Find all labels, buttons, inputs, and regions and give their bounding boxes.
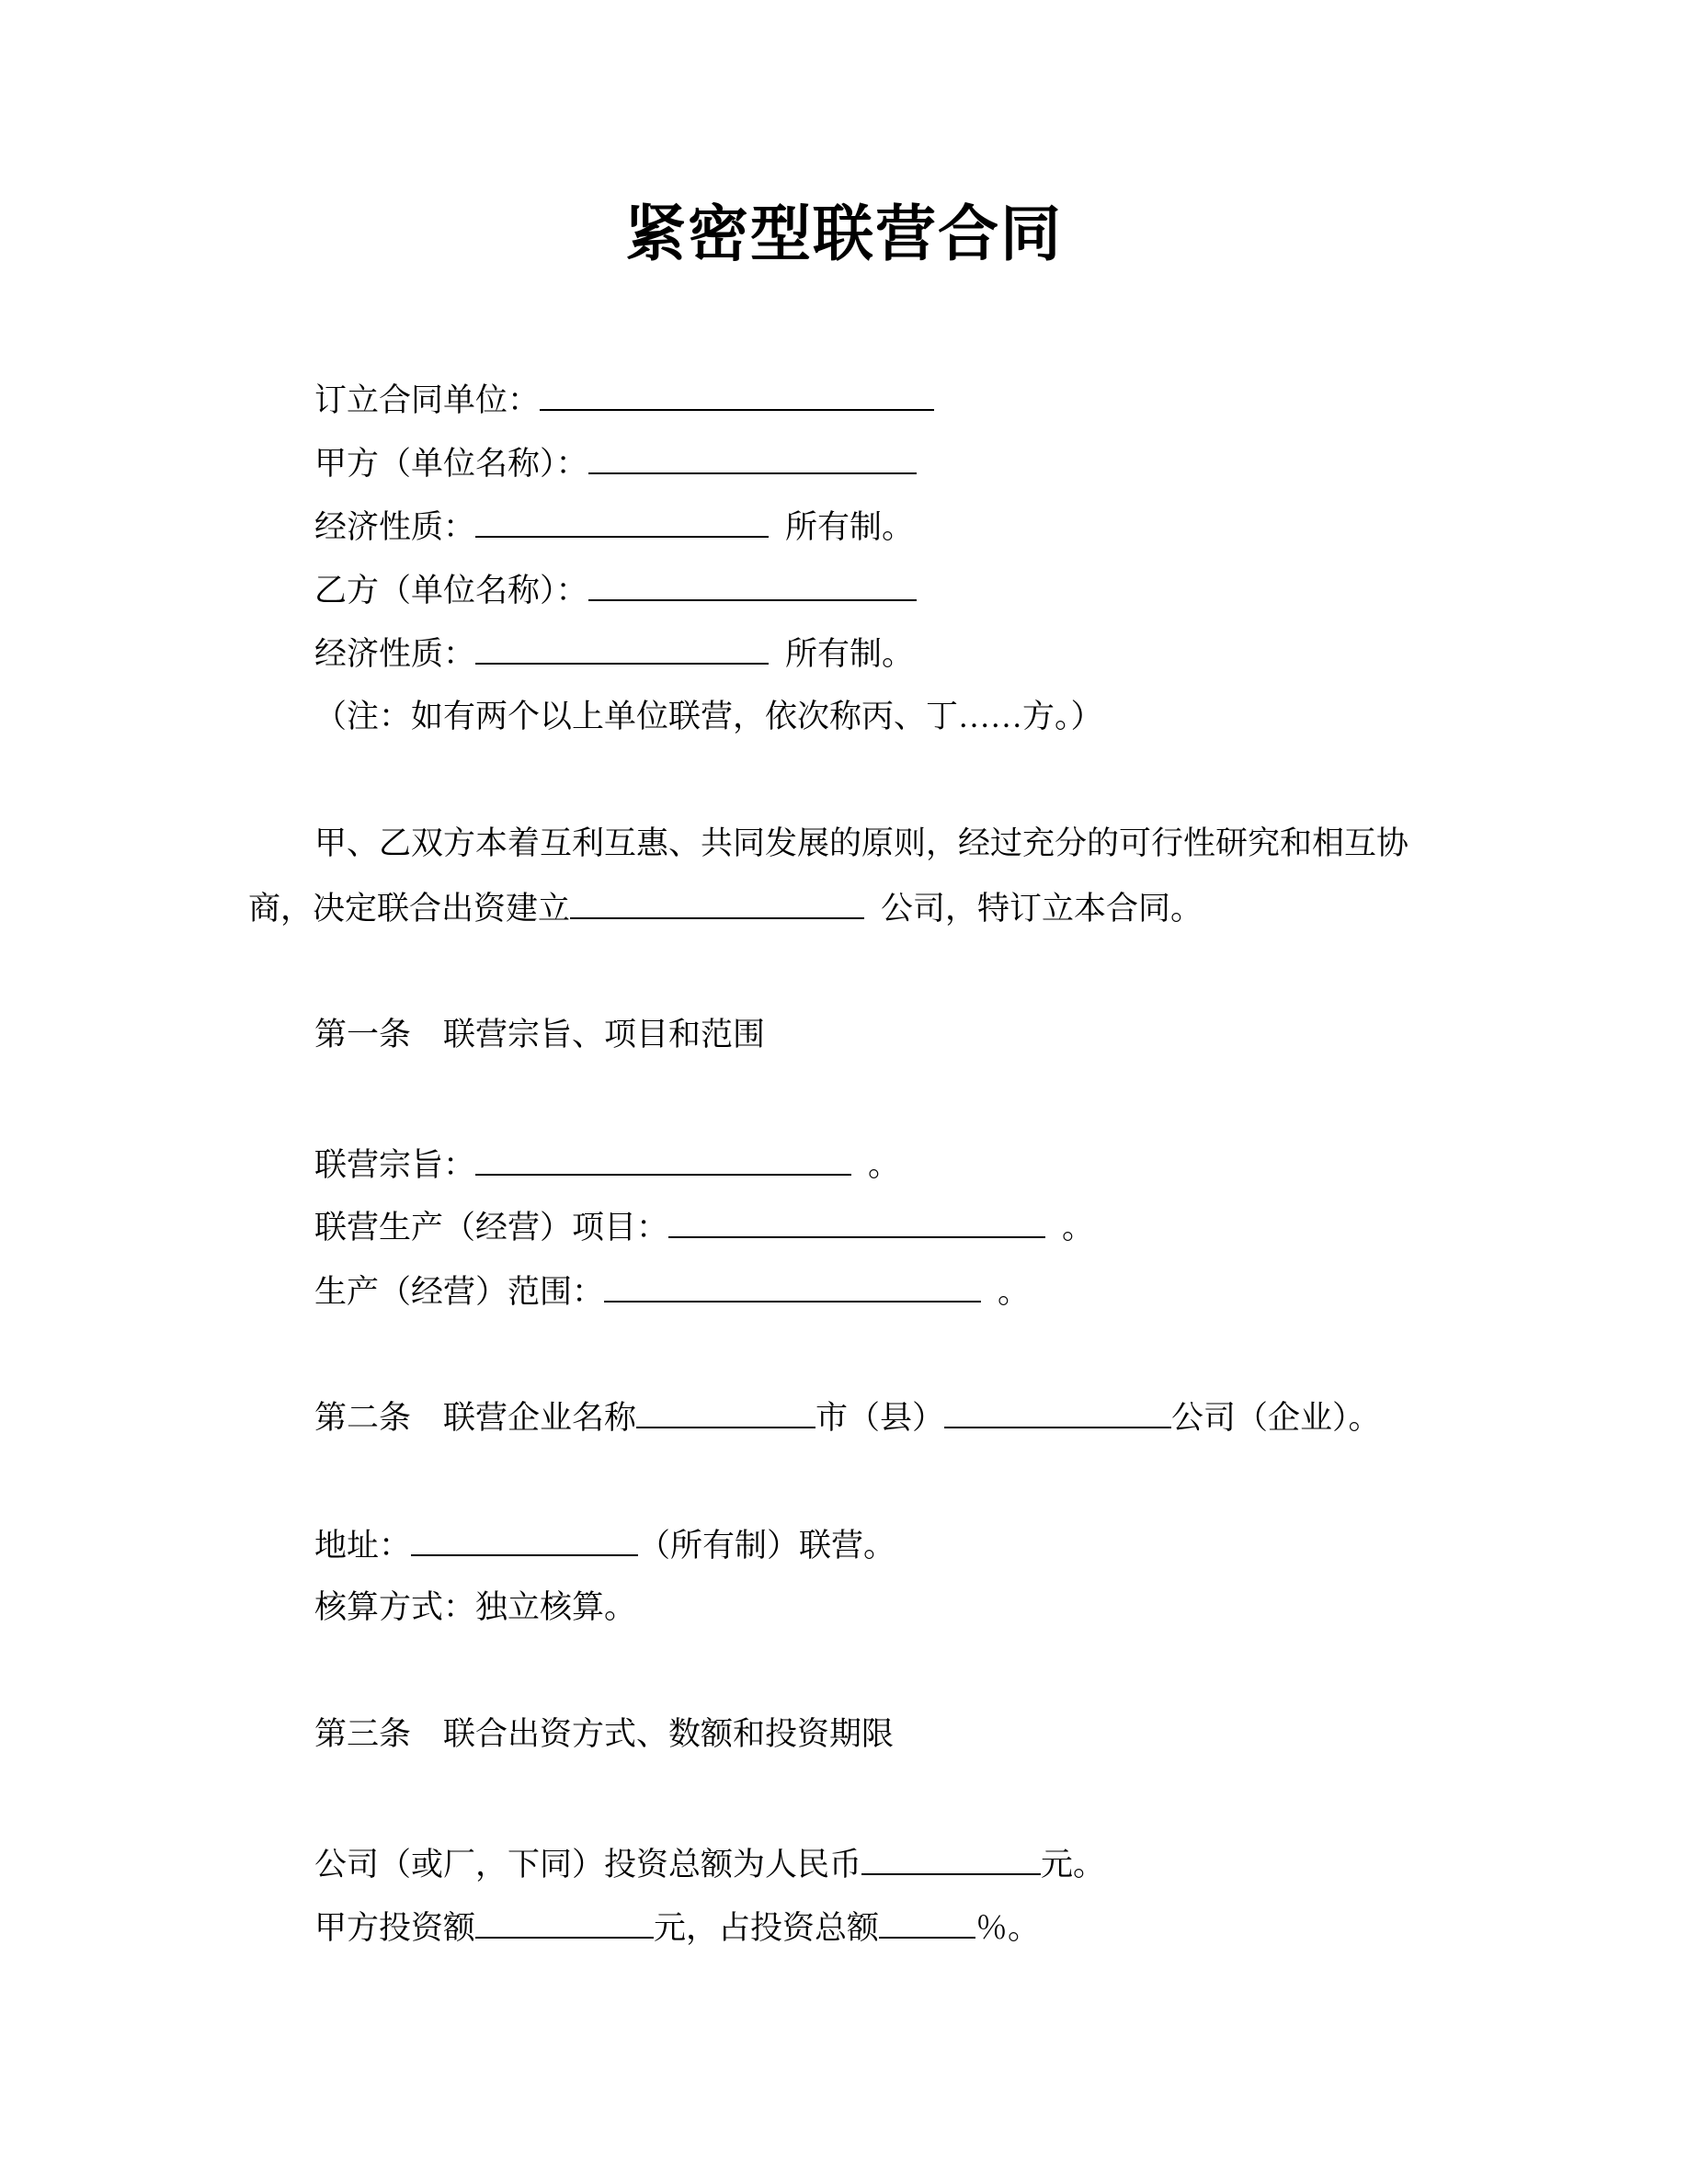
suffix: 所有制。 <box>785 636 915 672</box>
label: 联营生产（经营）项目： <box>314 1210 669 1246</box>
text: ％。 <box>975 1910 1041 1946</box>
document-title: 紧密型联营合同 <box>625 199 1063 269</box>
purpose-blank[interactable] <box>475 1144 851 1176</box>
party-b-blank[interactable] <box>588 570 917 601</box>
label: 甲方（单位名称）： <box>314 446 588 482</box>
party-a-line <box>314 443 917 484</box>
article-3-heading: 第三条 联合出资方式、数额和投资期限 <box>314 1716 895 1752</box>
company-name-blank[interactable] <box>944 1397 1171 1428</box>
label: 地址： <box>314 1528 412 1564</box>
note: （注：如有两个以上单位联营，依次称丙、丁……方。） <box>314 699 1103 734</box>
accounting-line: 核算方式：独立核算。 <box>314 1589 637 1625</box>
label: 乙方（单位名称）： <box>314 573 588 609</box>
text: 公司，特订立本合同。 <box>881 891 1203 927</box>
project-line <box>314 1207 1094 1248</box>
econ-a-line <box>314 506 914 548</box>
preamble-line-2 <box>248 888 1203 929</box>
text: 甲方投资额 <box>314 1910 476 1946</box>
text: 商，决定联合出资建立 <box>248 891 571 927</box>
address-line <box>314 1525 895 1566</box>
econ-b-line <box>314 633 914 675</box>
text: 第二条 联营企业名称 <box>314 1400 637 1436</box>
period: 。 <box>1062 1210 1095 1246</box>
contract-unit-blank[interactable] <box>540 380 934 411</box>
total-investment-line <box>314 1844 1105 1885</box>
label: 联营宗旨： <box>314 1147 476 1183</box>
city-blank[interactable] <box>636 1397 815 1428</box>
text: 公司（企业）。 <box>1171 1400 1381 1436</box>
purpose-line <box>314 1144 900 1186</box>
period: 。 <box>868 1147 901 1183</box>
label: 生产（经营）范围： <box>314 1274 605 1310</box>
scope-line <box>314 1271 1030 1313</box>
party-b-line <box>314 570 917 611</box>
company-blank[interactable] <box>570 888 864 919</box>
article-2-heading <box>314 1397 1381 1439</box>
project-blank[interactable] <box>668 1207 1045 1238</box>
label: 经济性质： <box>314 636 476 672</box>
econ-a-blank[interactable] <box>475 506 769 538</box>
econ-b-blank[interactable] <box>475 633 769 665</box>
text: 公司（或厂，下同）投资总额为人民币 <box>314 1847 862 1883</box>
text: 元。 <box>1041 1847 1106 1883</box>
total-amount-blank[interactable] <box>861 1844 1041 1875</box>
party-a-investment-line <box>314 1907 1040 1949</box>
party-a-blank[interactable] <box>588 443 917 474</box>
suffix: 所有制。 <box>785 509 915 545</box>
period: 。 <box>998 1274 1031 1310</box>
text: 市（县） <box>815 1400 945 1436</box>
text: 元，占投资总额 <box>654 1910 880 1946</box>
preamble-line-1: 甲、乙双方本着互利互惠、共同发展的原则，经过充分的可行性研究和相互协 <box>314 825 1409 861</box>
article-1-heading: 第一条 联营宗旨、项目和范围 <box>314 1017 766 1052</box>
label: 订立合同单位： <box>314 382 541 418</box>
contract-unit-line <box>314 380 934 421</box>
text: （所有制）联营。 <box>638 1528 896 1564</box>
a-amount-blank[interactable] <box>475 1907 654 1939</box>
label: 经济性质： <box>314 509 476 545</box>
address-blank[interactable] <box>411 1525 638 1556</box>
scope-blank[interactable] <box>604 1271 981 1302</box>
a-percent-blank[interactable] <box>879 1907 975 1939</box>
